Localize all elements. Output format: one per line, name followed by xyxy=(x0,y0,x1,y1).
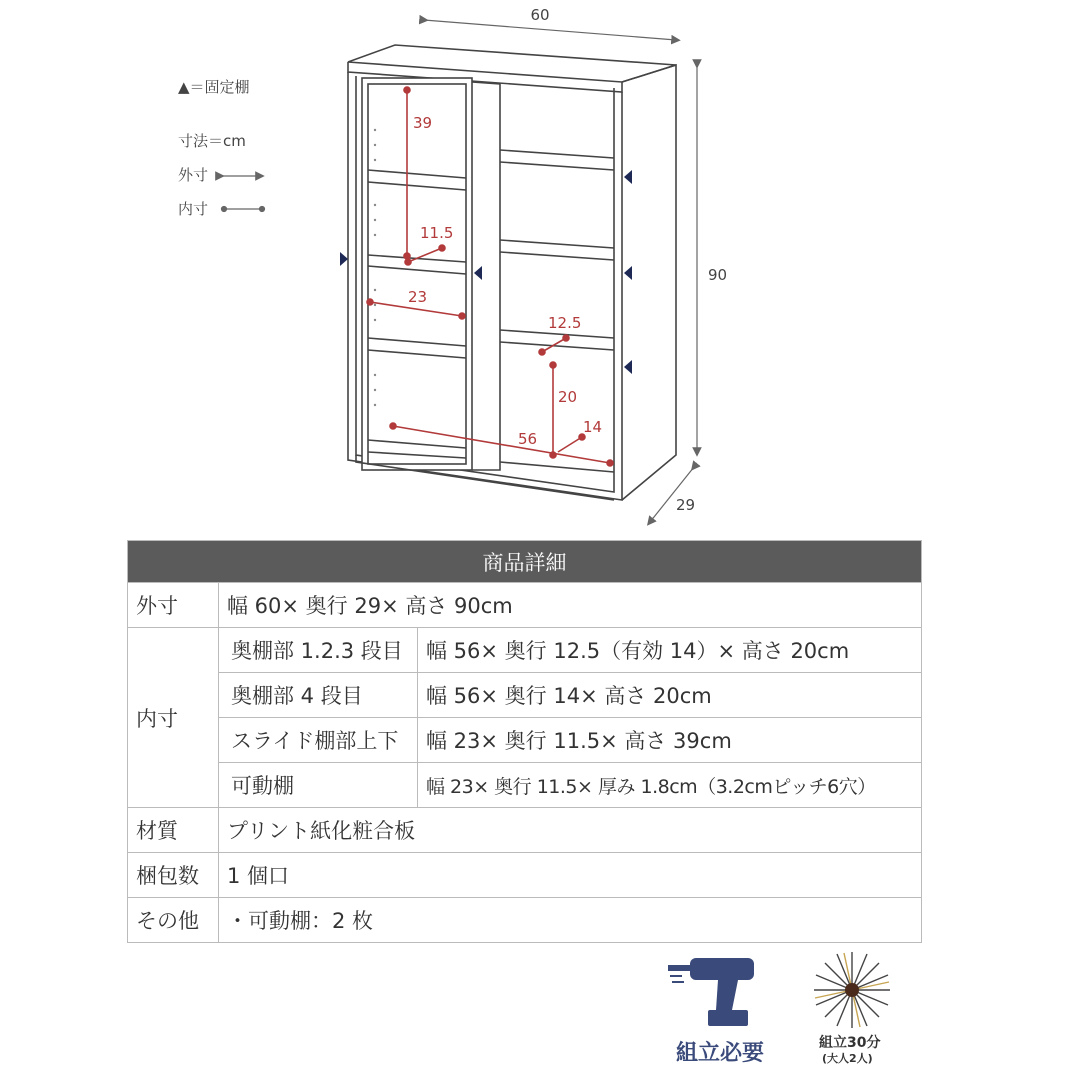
product-detail-table xyxy=(127,540,922,943)
inner-dim-56: 56 xyxy=(518,430,538,448)
legend-unit: 寸法＝cm xyxy=(178,132,246,150)
assembly-time-label: 組立30分 xyxy=(819,1035,881,1051)
inner-dim-20: 20 xyxy=(558,388,578,406)
dim-height-label: 90 xyxy=(708,266,728,284)
inner-label: 内寸 xyxy=(128,628,219,808)
table-row xyxy=(128,718,922,763)
inner-value: 幅 56× 奥行 12.5（有効 14）× 高さ 20cm xyxy=(418,628,922,673)
inner-dim-39: 39 xyxy=(413,114,433,132)
package-label: 梱包数 xyxy=(128,853,219,898)
table-row xyxy=(128,763,922,808)
dim-width-label: 60 xyxy=(530,6,550,24)
inner-value: 幅 23× 奥行 11.5× 厚み 1.8cm（3.2cmピッチ6穴） xyxy=(418,763,922,808)
dim-depth-label: 29 xyxy=(676,496,696,514)
package-value: 1 個口 xyxy=(219,853,922,898)
inner-dim-23: 23 xyxy=(408,288,428,306)
inner-sublabel: 奥棚部 4 段目 xyxy=(219,673,418,718)
assembly-required-label: 組立必要 xyxy=(676,1041,765,1066)
legend-fixed-shelf: ▲＝固定棚 xyxy=(178,78,250,96)
legend-inner: 内寸 xyxy=(178,200,209,218)
other-value: ・可動棚：2 枚 xyxy=(219,898,922,943)
table-header: 商品詳細 xyxy=(128,541,922,583)
table-row xyxy=(128,628,922,673)
inner-value: 幅 56× 奥行 14× 高さ 20cm xyxy=(418,673,922,718)
legend-inner-dot-icon xyxy=(222,207,265,212)
assembly-people-label: (大人2人) xyxy=(822,1052,873,1065)
material-value: プリント紙化粧合板 xyxy=(219,808,922,853)
material-label: 材質 xyxy=(128,808,219,853)
assembly-time-icon xyxy=(812,950,892,1030)
outer-value: 幅 60× 奥行 29× 高さ 90cm xyxy=(219,583,922,628)
inner-sublabel: 可動棚 xyxy=(219,763,418,808)
outer-dimension-width xyxy=(424,20,676,40)
inner-dim-12-5: 12.5 xyxy=(548,314,582,332)
inner-dim-14: 14 xyxy=(583,418,603,436)
inner-sublabel: スライド棚部上下 xyxy=(219,718,418,763)
drill-icon xyxy=(668,952,778,1032)
table-row xyxy=(128,853,922,898)
table-row xyxy=(128,673,922,718)
table-row xyxy=(128,808,922,853)
inner-dim-11-5: 11.5 xyxy=(420,224,454,242)
outer-label: 外寸 xyxy=(128,583,219,628)
inner-value: 幅 23× 奥行 11.5× 高さ 39cm xyxy=(418,718,922,763)
table-row xyxy=(128,898,922,943)
other-label: その他 xyxy=(128,898,219,943)
inner-sublabel: 奥棚部 1.2.3 段目 xyxy=(219,628,418,673)
table-row xyxy=(128,583,922,628)
legend-outer: 外寸 xyxy=(178,166,209,184)
